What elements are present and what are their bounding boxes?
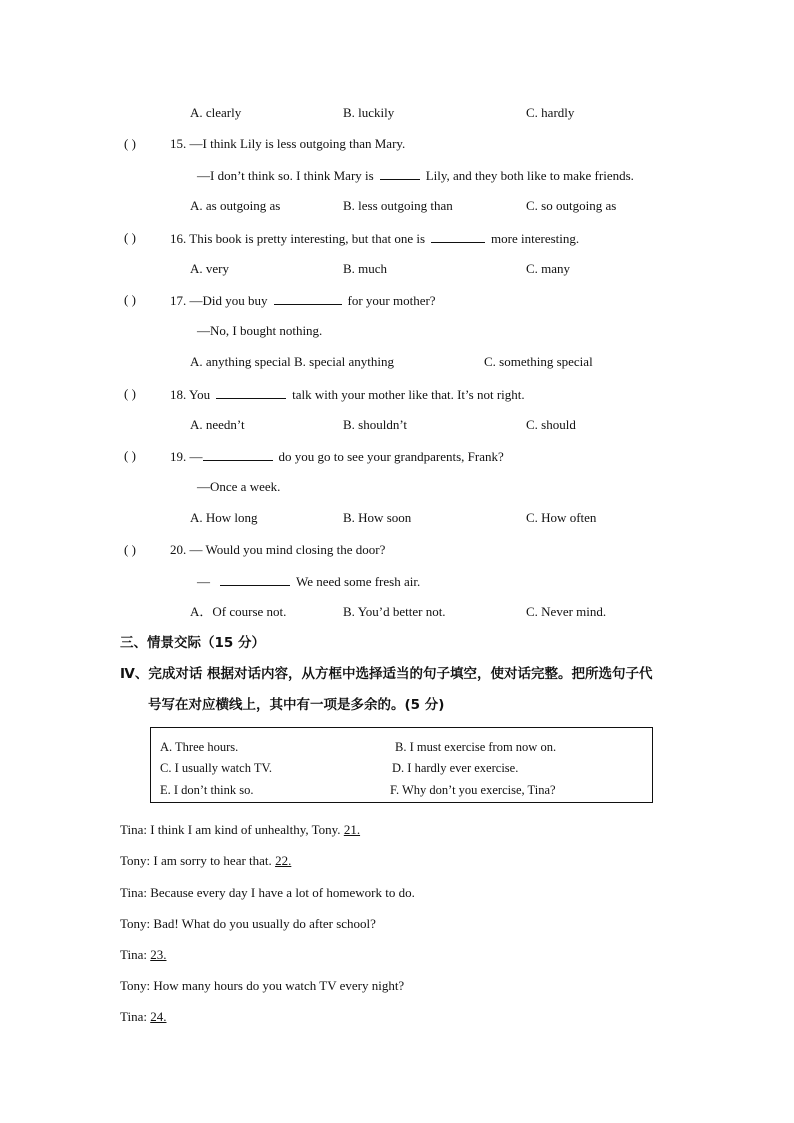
section-3-title: 三、情景交际（15 分） <box>120 635 265 651</box>
q18-option-c: C. should <box>526 417 576 432</box>
q19-blank <box>203 448 273 461</box>
q15-option-b: B. less outgoing than <box>343 198 453 213</box>
dialogue-line <box>120 885 415 901</box>
box-option-a: A. Three hours. <box>160 740 239 754</box>
q20-option-a: A．Of course not. <box>190 604 287 619</box>
q20-option-c: C. Never mind. <box>526 604 607 619</box>
dialogue-text: Tina: I think I am kind of unhealthy, Tony. <box>120 822 341 837</box>
q18-option-a: A. needn’t <box>190 417 245 432</box>
dialogue-line <box>120 916 376 932</box>
q15-line2 <box>197 167 634 184</box>
dialogue-line <box>120 978 404 994</box>
q17-option-c: C. something special <box>484 354 593 369</box>
q19-option-a: A. How long <box>190 510 258 525</box>
dialogue-text: Tina: Because every day I have a lot of homework to do. <box>120 885 415 900</box>
dialogue-line <box>120 947 236 963</box>
q15-line2-post: Lily, and they both like to make friends. <box>425 168 634 183</box>
q15-stem: 15. —I think Lily is less outgoing than Mary. <box>170 136 406 151</box>
q16-option-c: C. many <box>526 261 571 276</box>
q17-answer-paren: ( ) <box>124 292 136 307</box>
q14-option-c: C. hardly <box>526 105 575 120</box>
q17-option-ab: A. anything special B. special anything <box>190 354 394 369</box>
dialogue-line <box>120 853 349 869</box>
q16-answer-paren: ( ) <box>124 230 136 245</box>
box-option-f: F. Why don’t you exercise, Tina? <box>390 783 556 797</box>
q16-option-a: A. very <box>190 261 229 276</box>
q20-option-b: B. You’d better not. <box>343 604 446 619</box>
dialogue-text: Tina: <box>120 1009 147 1024</box>
q18-stem-post: talk with your mother like that. It’s not right. <box>292 387 525 402</box>
q19-option-b: B. How soon <box>343 510 412 525</box>
q20-line2 <box>197 573 420 590</box>
q15-option-c: C. so outgoing as <box>526 198 617 213</box>
part-4-instruction-line1: Ⅳ、完成对话 根据对话内容，从方框中选择适当的句子填空，使对话完整。把所选句子代 <box>120 666 653 682</box>
dialogue-text: Tina: <box>120 947 147 962</box>
box-option-b: B. I must exercise from now on. <box>395 740 557 754</box>
q20-line2-pre: — <box>197 574 210 589</box>
box-option-d: D. I hardly ever exercise. <box>392 761 519 775</box>
q14-option-a: A. clearly <box>190 105 242 120</box>
q16-stem <box>170 230 579 247</box>
q17-stem-post: for your mother? <box>347 293 436 308</box>
q20-stem: 20. — Would you mind closing the door? <box>170 542 386 557</box>
dialogue-text: Tony: Bad! What do you usually do after school? <box>120 916 376 931</box>
q16-stem-pre: 16. This book is pretty interesting, but that one is <box>170 231 426 246</box>
q19-stem-pre: 19. — <box>170 449 203 464</box>
q18-stem <box>170 386 525 403</box>
box-option-e: E. I don’t think so. <box>160 783 254 797</box>
q16-blank <box>431 230 485 243</box>
answer-blank-21[interactable]: 21. <box>343 822 361 837</box>
q17-blank <box>274 292 342 305</box>
q18-blank <box>216 386 286 399</box>
answer-blank-24[interactable]: 24. <box>150 1009 167 1024</box>
q19-stem <box>170 448 504 465</box>
q20-line2-post: We need some fresh air. <box>296 574 421 589</box>
q18-stem-pre: 18. You <box>170 387 211 402</box>
dialogue-text: Tony: How many hours do you watch TV every night? <box>120 978 405 993</box>
dialogue-text: Tony: I am sorry to hear that. <box>120 853 272 868</box>
part-4-instruction-line2: 号写在对应横线上，其中有一项是多余的。(5 分) <box>148 697 445 713</box>
options-box <box>150 727 653 803</box>
q15-answer-paren: ( ) <box>124 136 136 151</box>
q19-answer-paren: ( ) <box>124 448 136 463</box>
q19-line2: —Once a week. <box>197 479 281 494</box>
dialogue-line <box>120 822 432 838</box>
q15-blank <box>380 167 420 180</box>
q18-option-b: B. shouldn’t <box>343 417 408 432</box>
q19-stem-post: do you go to see your grandparents, Frank? <box>278 449 504 464</box>
q20-answer-paren: ( ) <box>124 542 136 557</box>
q17-line2: —No, I bought nothing. <box>197 323 323 338</box>
q15-line2-pre: —I don’t think so. I think Mary is <box>197 168 374 183</box>
box-option-c: C. I usually watch TV. <box>160 761 273 775</box>
q20-blank <box>220 573 290 586</box>
answer-blank-23[interactable]: 23. <box>150 947 167 962</box>
answer-blank-22[interactable]: 22. <box>275 853 292 868</box>
q16-stem-post: more interesting. <box>491 231 580 246</box>
dialogue-line <box>120 1009 244 1025</box>
q19-option-c: C. How often <box>526 510 597 525</box>
q17-stem <box>170 292 436 309</box>
q17-stem-pre: 17. —Did you buy <box>170 293 268 308</box>
q14-option-b: B. luckily <box>343 105 395 120</box>
q15-option-a: A. as outgoing as <box>190 198 281 213</box>
q16-option-b: B. much <box>343 261 388 276</box>
q18-answer-paren: ( ) <box>124 386 136 401</box>
